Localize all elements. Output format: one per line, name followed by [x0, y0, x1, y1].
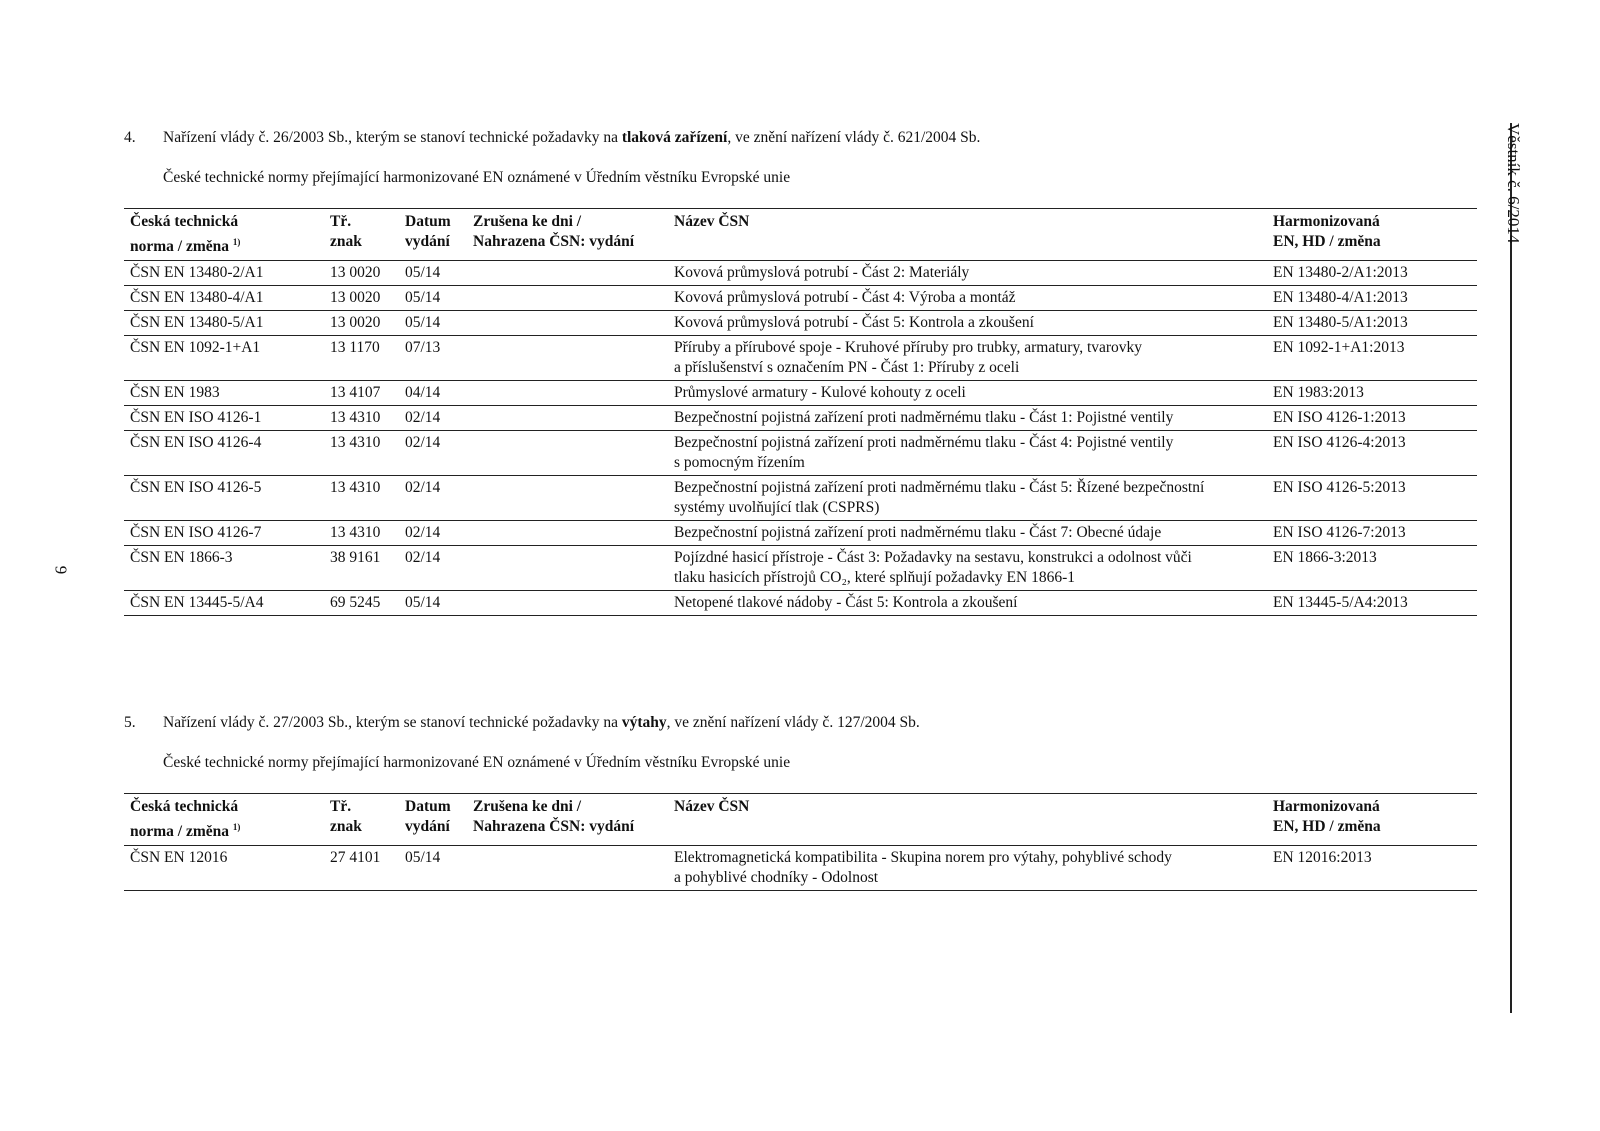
section-5-number: 5. [124, 714, 136, 731]
cell-norma: ČSN EN ISO 4126-5 [130, 479, 262, 496]
cell-nazev: Kovová průmyslová potrubí - Část 2: Materiály [674, 264, 970, 281]
cell-datum: 04/14 [405, 384, 441, 401]
section-4-title-bold: tlaková zařízení [621, 129, 728, 146]
col-header-norma: Česká technická norma / změna $^{1)}$ [130, 213, 241, 255]
section-4-subtitle: České technické normy přejímající harmonizované EN oznámené v Úředním věstníku Evropské unie [163, 169, 791, 186]
cell-datum: 07/13 [405, 339, 441, 356]
col-header-nazev: Název ČSN [674, 798, 750, 815]
cell-harmonizovana: EN ISO 4126-4:2013 [1273, 434, 1406, 451]
col-header-nazev: Název ČSN [674, 213, 750, 230]
section-4-number: 4. [124, 129, 136, 146]
cell-nazev: Kovová průmyslová potrubí - Část 4: Výroba a montáž [674, 289, 1016, 306]
cell-znak: 38 9161 [330, 549, 381, 566]
cell-zrusena [467, 431, 668, 476]
section-4-heading [124, 127, 1477, 149]
cell-znak: 69 5245 [330, 594, 381, 611]
cell-nazev: Netopené tlakové nádoby - Část 5: Kontrola a zkoušení [674, 594, 1018, 611]
cell-norma: ČSN EN 1983 [130, 384, 220, 401]
col-header-znak: Tř. znak [330, 213, 362, 250]
cell-zrusena [467, 261, 668, 286]
cell-norma: ČSN EN 13445-5/A4 [130, 594, 264, 611]
cell-zrusena [467, 521, 668, 546]
cell-zrusena [467, 846, 668, 891]
section-4-table-body [124, 261, 1477, 616]
cell-datum: 02/14 [405, 524, 441, 541]
cell-norma: ČSN EN 13480-2/A1 [130, 264, 264, 281]
cell-norma: ČSN EN ISO 4126-4 [130, 434, 262, 451]
cell-harmonizovana: EN 1866-3:2013 [1273, 549, 1377, 566]
cell-znak: 13 4310 [330, 479, 381, 496]
section-5-title: Nařízení vlády č. 27/2003 Sb., kterým se stanoví technické požadavky na výtahy, ve znění nařízení vlády č. 127/2004 Sb. [163, 714, 920, 731]
cell-harmonizovana: EN ISO 4126-1:2013 [1273, 409, 1406, 426]
table-row [124, 311, 1477, 336]
cell-harmonizovana: EN 13480-4/A1:2013 [1273, 289, 1408, 306]
cell-nazev: Bezpečnostní pojistná zařízení proti nadměrnému tlaku - Část 1: Pojistné ventily [674, 409, 1174, 426]
cell-datum: 02/14 [405, 479, 441, 496]
cell-datum: 02/14 [405, 434, 441, 451]
table-header-row [124, 794, 1477, 846]
cell-zrusena [467, 286, 668, 311]
cell-znak: 13 1170 [330, 339, 380, 356]
table-row [124, 546, 1477, 591]
cell-datum: 05/14 [405, 264, 441, 281]
cell-nazev: Kovová průmyslová potrubí - Část 5: Kontrola a zkoušení [674, 314, 1034, 331]
table-row [124, 476, 1477, 521]
cell-harmonizovana: EN 12016:2013 [1273, 849, 1372, 866]
cell-zrusena [467, 591, 668, 616]
col-header-harmonizovana: Harmonizovaná EN, HD / změna [1273, 213, 1381, 250]
cell-znak: 13 0020 [330, 289, 381, 306]
cell-zrusena [467, 406, 668, 431]
table-row [124, 286, 1477, 311]
page-number: 9 [51, 565, 71, 575]
cell-znak: 13 4310 [330, 409, 381, 426]
col-header-harmonizovana: Harmonizovaná EN, HD / změna [1273, 798, 1381, 835]
cell-znak: 13 4310 [330, 434, 381, 451]
cell-znak: 13 4310 [330, 524, 381, 541]
cell-datum: 05/14 [405, 314, 441, 331]
table-header-row [124, 209, 1477, 261]
cell-nazev: Elektromagnetická kompatibilita - Skupina norem pro výtahy, pohyblivé schody a pohyblivé chodníky - Odolnost [674, 849, 1172, 886]
cell-zrusena [467, 546, 668, 591]
cell-znak: 27 4101 [330, 849, 381, 866]
cell-harmonizovana: EN 13480-5/A1:2013 [1273, 314, 1408, 331]
cell-znak: 13 0020 [330, 264, 381, 281]
col-header-datum: Datum vydání [405, 213, 451, 250]
section-4 [124, 127, 1477, 611]
cell-nazev: Bezpečnostní pojistná zařízení proti nadměrnému tlaku - Část 7: Obecné údaje [674, 524, 1162, 541]
table-row [124, 336, 1477, 381]
cell-datum: 05/14 [405, 849, 441, 866]
section-5-table-body [124, 846, 1477, 891]
cell-zrusena [467, 336, 668, 381]
cell-nazev: Bezpečnostní pojistná zařízení proti nadměrnému tlaku - Část 4: Pojistné ventily s pomocným řízením [674, 434, 1174, 471]
cell-harmonizovana: EN 1092-1+A1:2013 [1273, 339, 1405, 356]
cell-norma: ČSN EN 13480-4/A1 [130, 289, 264, 306]
cell-zrusena [467, 311, 668, 336]
cell-harmonizovana: EN ISO 4126-7:2013 [1273, 524, 1406, 541]
section-4-title: Nařízení vlády č. 26/2003 Sb., kterým se stanoví technické požadavky na tlaková zařízení, ve znění nařízení vlády č. 621/2004 Sb. [163, 129, 981, 146]
table-row [124, 381, 1477, 406]
section-5-table [124, 793, 1477, 891]
section-5-heading [124, 712, 1477, 734]
section-5-title-bold: výtahy [621, 714, 667, 731]
cell-datum: 02/14 [405, 549, 441, 566]
table-row [124, 521, 1477, 546]
cell-norma: ČSN EN 13480-5/A1 [130, 314, 264, 331]
cell-nazev: Pojízdné hasicí přístroje - Část 3: Požadavky na sestavu, konstrukci a odolnost vůči tlaku hasicích přístrojů CO₂, které splňují požadavky EN 1866-1 [674, 549, 1192, 586]
col-header-zrusena: Zrušena ke dni / Nahrazena ČSN: vydání [473, 213, 635, 250]
section-4-table [124, 208, 1477, 616]
cell-harmonizovana: EN ISO 4126-5:2013 [1273, 479, 1406, 496]
table-row [124, 406, 1477, 431]
cell-norma: ČSN EN 1092-1+A1 [130, 339, 261, 356]
cell-zrusena [467, 476, 668, 521]
side-vertical-rule [1510, 123, 1512, 1013]
cell-nazev: Bezpečnostní pojistná zařízení proti nadměrnému tlaku - Část 5: Řízené bezpečnostní systémy uvolňující tlak (CSPRS) [674, 479, 1205, 516]
journal-side-label: Věstník č. 6/2014 [1504, 123, 1523, 244]
cell-norma: ČSN EN ISO 4126-7 [130, 524, 262, 541]
cell-norma: ČSN EN 1866-3 [130, 549, 233, 566]
section-5 [124, 712, 1477, 886]
cell-znak: 13 4107 [330, 384, 381, 401]
table-row [124, 261, 1477, 286]
cell-norma: ČSN EN 12016 [130, 849, 228, 866]
section-5-subtitle: České technické normy přejímající harmonizované EN oznámené v Úředním věstníku Evropské unie [163, 754, 791, 771]
cell-nazev: Průmyslové armatury - Kulové kohouty z oceli [674, 384, 966, 401]
cell-znak: 13 0020 [330, 314, 381, 331]
col-header-zrusena: Zrušena ke dni / Nahrazena ČSN: vydání [473, 798, 635, 835]
cell-harmonizovana: EN 13445-5/A4:2013 [1273, 594, 1408, 611]
cell-nazev: Příruby a přírubové spoje - Kruhové příruby pro trubky, armatury, tvarovky a příslušenství s označením PN - Část 1: Příruby z oceli [674, 339, 1143, 376]
cell-datum: 05/14 [405, 594, 441, 611]
cell-zrusena [467, 381, 668, 406]
table-row [124, 591, 1477, 616]
cell-harmonizovana: EN 13480-2/A1:2013 [1273, 264, 1408, 281]
cell-harmonizovana: EN 1983:2013 [1273, 384, 1364, 401]
col-header-datum: Datum vydání [405, 798, 451, 835]
col-header-znak: Tř. znak [330, 798, 362, 835]
table-row [124, 846, 1477, 891]
cell-datum: 05/14 [405, 289, 441, 306]
col-header-norma: Česká technická norma / změna $^{1)}$ [130, 798, 241, 840]
table-row [124, 431, 1477, 476]
cell-datum: 02/14 [405, 409, 441, 426]
cell-norma: ČSN EN ISO 4126-1 [130, 409, 262, 426]
